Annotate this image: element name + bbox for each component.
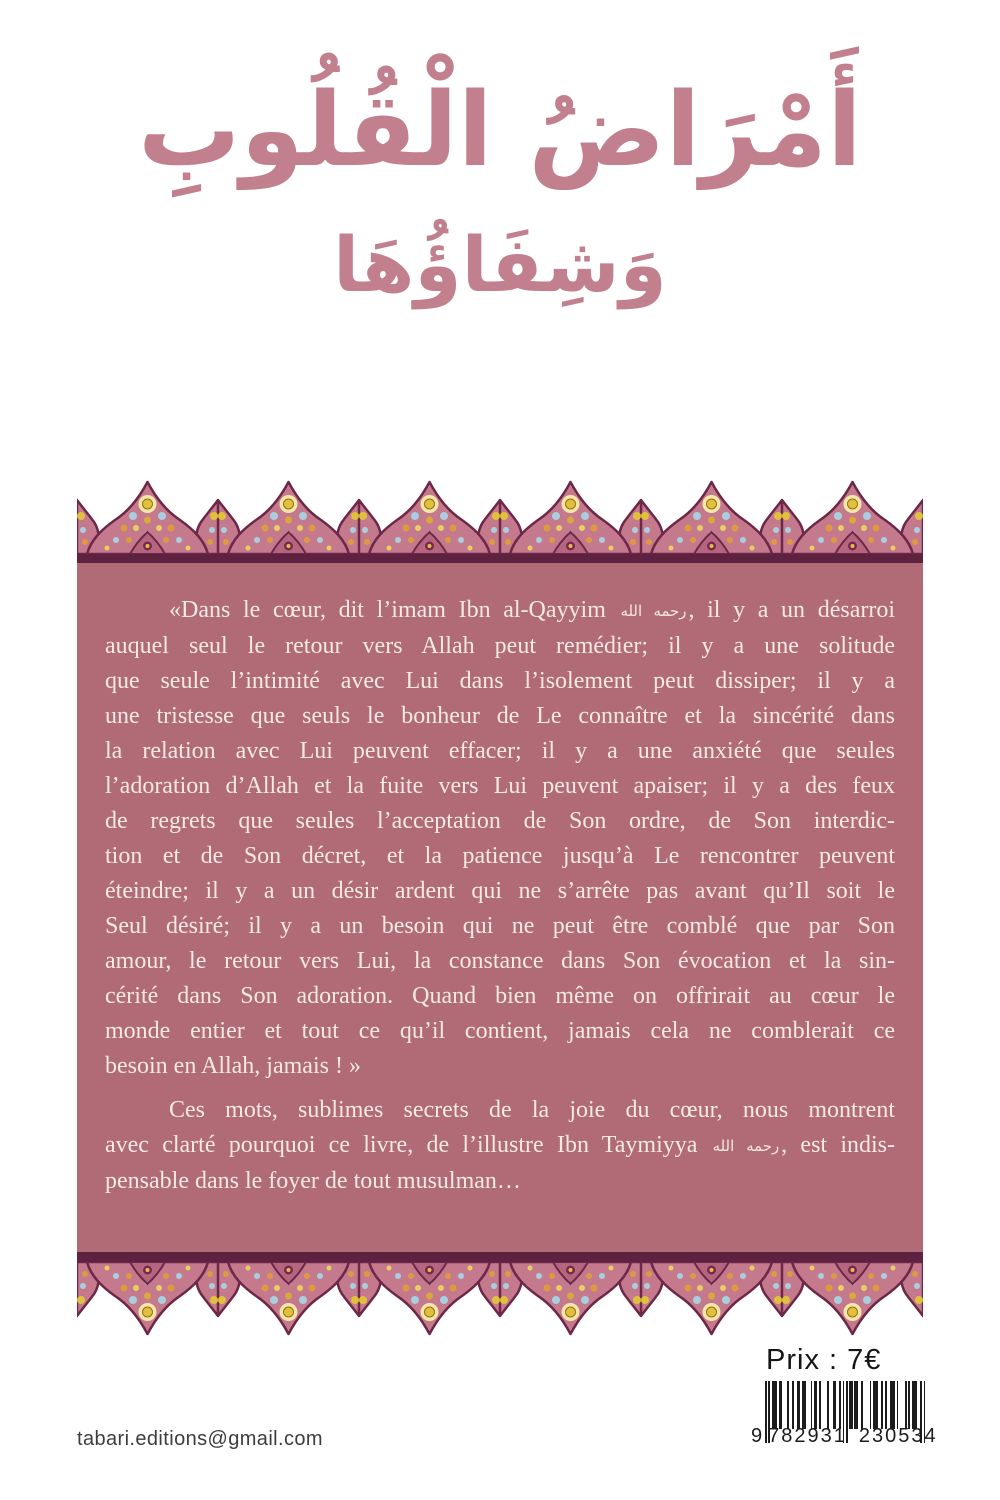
paragraph-line: auquel seul le retour vers Allah peut remédier; il y a une solitude xyxy=(105,632,895,659)
honorific-mark: رحمه الله xyxy=(620,601,687,620)
closing-paragraph xyxy=(105,1093,895,1199)
paragraph-line: éteindre; il y a un désir ardent qui ne s’arrête pas avant qu’Il soit le xyxy=(105,877,895,904)
barcode-digits xyxy=(751,1425,937,1448)
paragraph-line: tion et de Son décret, et la patience jusqu’à Le rencontrer peuvent xyxy=(105,842,895,869)
text-panel xyxy=(77,563,923,1253)
publisher-email: tabari.editions@gmail.com xyxy=(77,1428,323,1450)
paragraph-line: avec clarté pourquoi ce livre, de l’illustre Ibn Taymiyya رحمه الله, est indis- xyxy=(105,1131,896,1158)
paragraph-line: de regrets que seules l’acceptation de Son ordre, de Son interdic- xyxy=(105,807,895,834)
quote-paragraph xyxy=(105,593,895,1084)
arabic-title-line1: أَمْرَاضُ الْقُلُوبِ xyxy=(137,71,862,190)
paragraph-line: monde entier et tout ce qu’il contient, jamais cela ne comblerait ce xyxy=(105,1017,895,1044)
paragraph-line: pensable dans le foyer de tout musulman… xyxy=(105,1167,521,1194)
barcode-digit-group1: 782931 xyxy=(768,1425,847,1447)
barcode-digit-group2: 230534 xyxy=(858,1425,938,1447)
paragraph-line: la relation avec Lui peuvent effacer; il y a une anxiété que seules xyxy=(105,737,895,764)
arabic-title xyxy=(0,52,1000,318)
paragraph-line: cérité dans Son adoration. Quand bien même on offrirait au cœur le xyxy=(105,982,895,1009)
paragraph-line: l’adoration d’Allah et la fuite vers Lui peuvent apaiser; il y a des feux xyxy=(105,772,895,799)
arabesque-border-top xyxy=(77,478,923,564)
barcode-digit-first: 9 xyxy=(751,1425,763,1447)
price-label: Prix : 7€ xyxy=(766,1344,882,1376)
paragraph-line: Seul désiré; il y a un besoin qui ne peut être comblé que par Son xyxy=(105,912,895,939)
paragraph-line: amour, le retour vers Lui, la constance dans Son évocation et la sin- xyxy=(105,947,895,974)
arabesque-border-bottom xyxy=(77,1252,923,1338)
paragraph-line: que seule l’intimité avec Lui dans l’isolement peut dissiper; il y a xyxy=(105,667,895,694)
paragraph-line: Ces mots, sublimes secrets de la joie du cœur, nous montrent xyxy=(169,1096,895,1123)
paragraph-line: une tristesse que seuls le bonheur de Le connaître et la sincérité dans xyxy=(105,702,895,729)
paragraph-line: «Dans le cœur, dit l’imam Ibn al-Qayyim رحمه الله, il y a un désarroi xyxy=(169,597,895,623)
honorific-mark: رحمه الله xyxy=(712,1136,780,1155)
paragraph-line: besoin en Allah, jamais ! » xyxy=(105,1052,361,1079)
barcode xyxy=(751,1381,937,1457)
arabic-title-line2: وَشِفَاؤُهَا xyxy=(333,220,667,310)
